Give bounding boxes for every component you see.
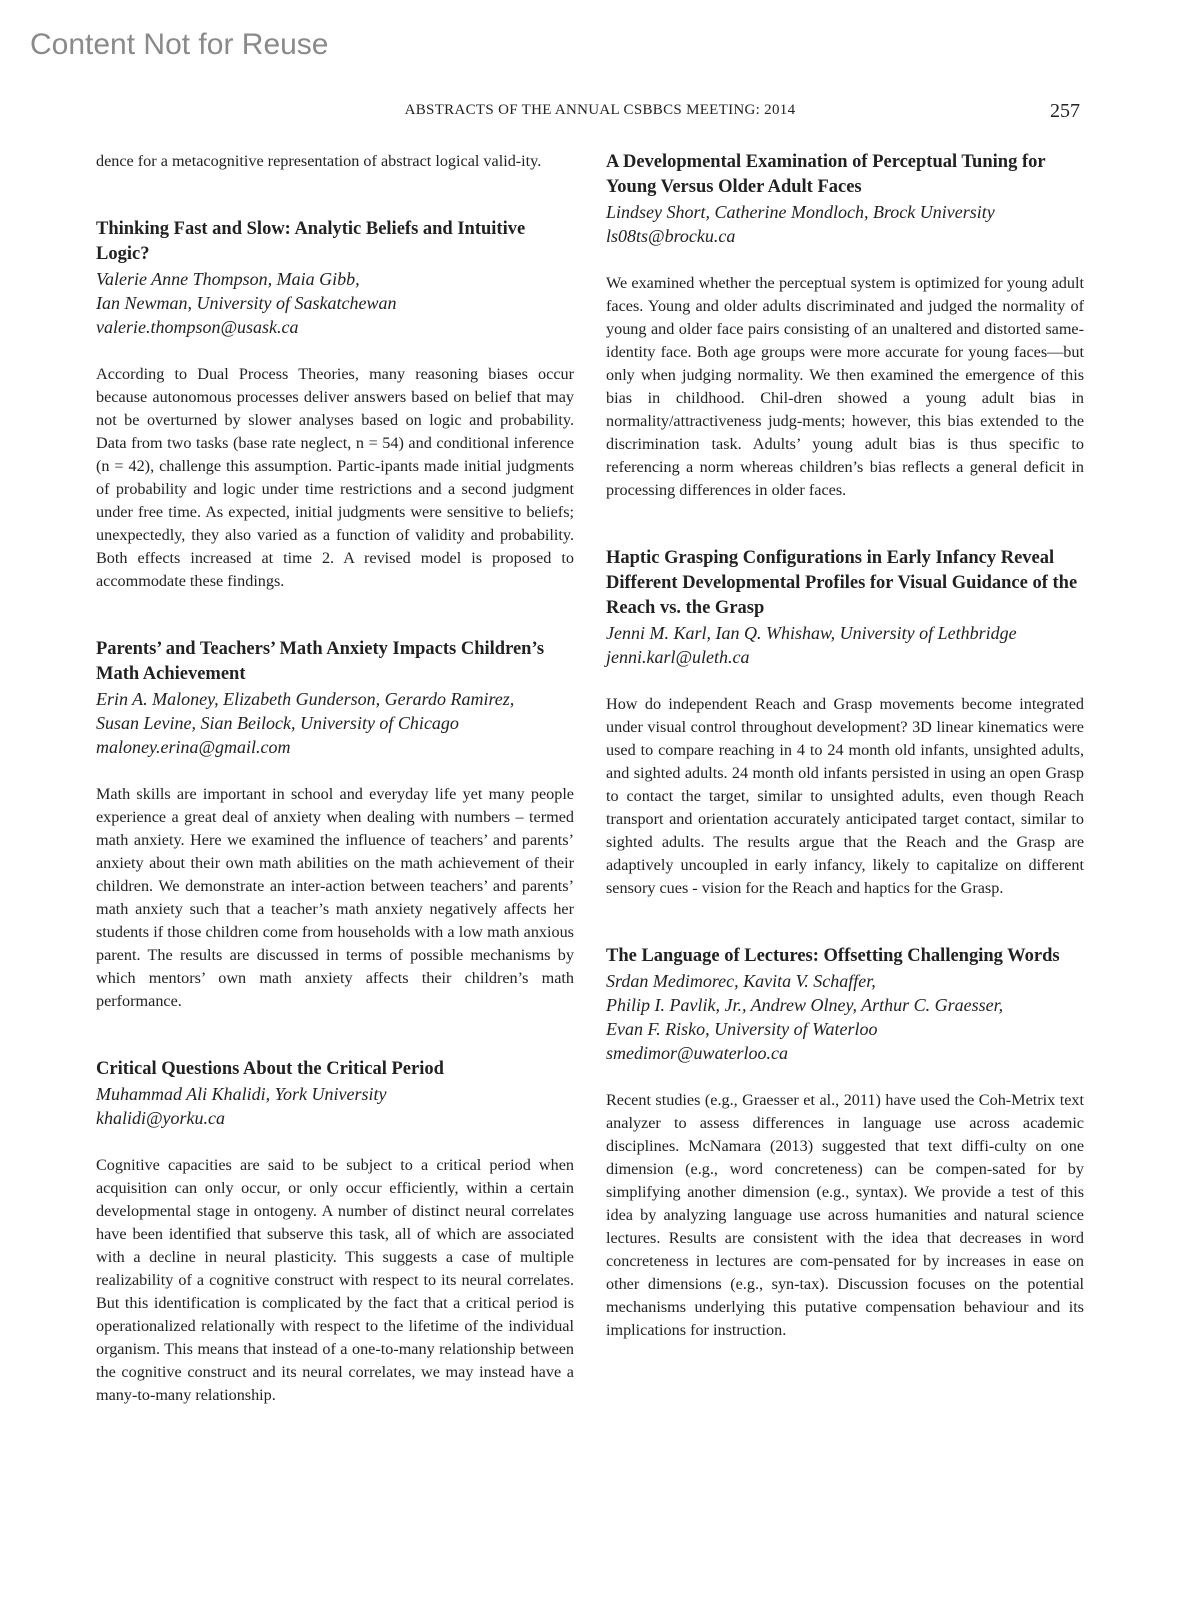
abstract-email: maloney.erina@gmail.com [96, 737, 291, 757]
abstract-body: How do independent Reach and Grasp movements become integrated under visual control throughout development? 3D linear kinematics were used to compare reaching in 4 to 24 month old infants, unsighted adults, and sighted adults. 24 month old infants persisted in using an open Grasp to contact the target, similar to unsighted adults, even though Reach transport and orientation accurately anticipated target contact, similar to sighted adults. The results argue that the Reach and the Grasp are adaptively uncoupled in early infancy, likely to capitalize on different sensory cues - vision for the Reach and haptics for the Grasp. [606, 695, 1084, 897]
abstract-authors: Jenni M. Karl, Ian Q. Whishaw, University of Lethbridge [606, 623, 1017, 643]
abstract-authors: Erin A. Maloney, Elizabeth Gunderson, Gerardo Ramirez, [96, 689, 515, 709]
abstract-title: The Language of Lectures: Offsetting Challenging Words [606, 946, 1060, 966]
abstract-math-anxiety [96, 637, 574, 1013]
abstract-title: Thinking Fast and Slow: Analytic Beliefs and Intuitive Logic? [96, 219, 526, 264]
abstract-authors: Philip I. Pavlik, Jr., Andrew Olney, Arthur C. Graesser, [606, 995, 1004, 1015]
abstract-body: Recent studies (e.g., Graesser et al., 2011) have used the Coh-Metrix text analyzer to assess differences in language use across academic disciplines. McNamara (2013) suggested that text diffi-culty on one dimension (e.g., word concreteness) can be compen-sated for by simplifying another dimension (e.g., syntax). We provide a test of this idea by analyzing language use across humanities and natural science lectures. Results are consistent with the idea that decreases in word concreteness in lectures are com-pensated for by increases in ease on other dimensions (e.g., syn-tax). Discussion focuses on the potential mechanisms underlying this putative compensation behaviour and its implications for instruction. [606, 1091, 1084, 1339]
abstract-authors: Evan F. Risko, University of Waterloo [606, 1019, 878, 1039]
page-number: 257 [1050, 100, 1080, 122]
abstract-body: Math skills are important in school and everyday life yet many people experience a great deal of anxiety when dealing with numbers – termed math anxiety. Here we examined the influence of teachers’ and parents’ anxiety about their own math abilities on the math achievement of their children. We demonstrate an inter-action between teachers’ and parents’ math anxiety such that a teacher’s math anxiety negatively affects her students if those children come from households with a low math anxious parent. The results are discussed in terms of possible mechanisms by which mentors’ own math anxiety affects their children’s math performance. [96, 785, 574, 1010]
abstract-perceptual-tuning [606, 150, 1084, 502]
left-column [96, 150, 574, 1407]
abstract-authors: Ian Newman, University of Saskatchewan [96, 293, 397, 313]
abstract-thinking-fast-and-slow [96, 217, 574, 593]
abstract-critical-period [96, 1057, 574, 1407]
abstract-email: ls08ts@brocku.ca [606, 226, 736, 246]
abstract-email: smedimor@uwaterloo.ca [606, 1043, 789, 1063]
abstract-email: valerie.thompson@usask.ca [96, 317, 299, 337]
running-head: ABSTRACTS OF THE ANNUAL CSBBCS MEETING: 2014 [404, 102, 796, 118]
watermark-text: Content Not for Reuse [30, 28, 329, 61]
continued-text: dence for a metacognitive representation of abstract logical valid-ity. [96, 152, 542, 170]
abstract-title: A Developmental Examination of Perceptual Tuning for Young Versus Older Adult Faces [606, 152, 1046, 197]
abstract-authors: Muhammad Ali Khalidi, York University [96, 1084, 387, 1104]
abstract-body: Cognitive capacities are said to be subject to a critical period when acquisition can only occur, or only occur efficiently, within a certain developmental stage in ontogeny. A number of distinct neural correlates have been identified that subserve this task, all of which are associated with a decline in neural plasticity. This suggests a case of multiple realizability of a cognitive construct with respect to its neural correlates. But this identification is complicated by the fact that a critical period is operationalized relationally with respect to the lifetime of the individual organism. This means that instead of a one-to-many relationship between the cognitive construct and its neural correlates, we may instead have a many-to-many relationship. [96, 1156, 574, 1404]
abstract-body: We examined whether the perceptual system is optimized for young adult faces. Young and older adults discriminated and judged the normality of young and older face pairs consisting of an unaltered and distorted same-identity face. Both age groups were more accurate for young faces—but only when judging normality. We then examined the emergence of this bias in childhood. Chil-dren showed a young adult bias in normality/attractiveness judg-ments; however, this bias extended to the discrimination task. Adults’ young adult bias is thus specific to referencing a norm whereas children’s bias reflects a general deficit in processing differences in older faces. [606, 274, 1084, 499]
abstract-title: Haptic Grasping Configurations in Early Infancy Reveal Different Developmental Profiles for Visual Guidance of the Reach vs. the Grasp [606, 548, 1078, 618]
abstract-title: Critical Questions About the Critical Period [96, 1059, 444, 1079]
abstract-haptic-grasping [606, 546, 1084, 900]
abstract-language-of-lectures [606, 944, 1084, 1342]
abstract-authors: Susan Levine, Sian Beilock, University of Chicago [96, 713, 459, 733]
right-column [606, 150, 1084, 1342]
abstract-title: Parents’ and Teachers’ Math Anxiety Impacts Children’s Math Achievement [96, 639, 545, 684]
abstract-authors: Lindsey Short, Catherine Mondloch, Brock University [606, 202, 995, 222]
abstract-email: khalidi@yorku.ca [96, 1108, 226, 1128]
abstract-authors: Valerie Anne Thompson, Maia Gibb, [96, 269, 360, 289]
abstract-body: According to Dual Process Theories, many reasoning biases occur because autonomous processes deliver answers based on belief that may not be overturned by slower analyses based on logic and probability. Data from two tasks (base rate neglect, n = 54) and conditional inference (n = 42), challenge this assumption. Partic-ipants made initial judgments of probability and logic under time restrictions and a second judgment under free time. As expected, initial judgments were sensitive to beliefs; unexpectedly, they also varied as a function of validity and probability. Both effects increased at time 2. A revised model is proposed to accommodate these findings. [96, 365, 574, 590]
abstract-authors: Srdan Medimorec, Kavita V. Schaffer, [606, 971, 876, 991]
abstract-email: jenni.karl@uleth.ca [606, 647, 750, 667]
